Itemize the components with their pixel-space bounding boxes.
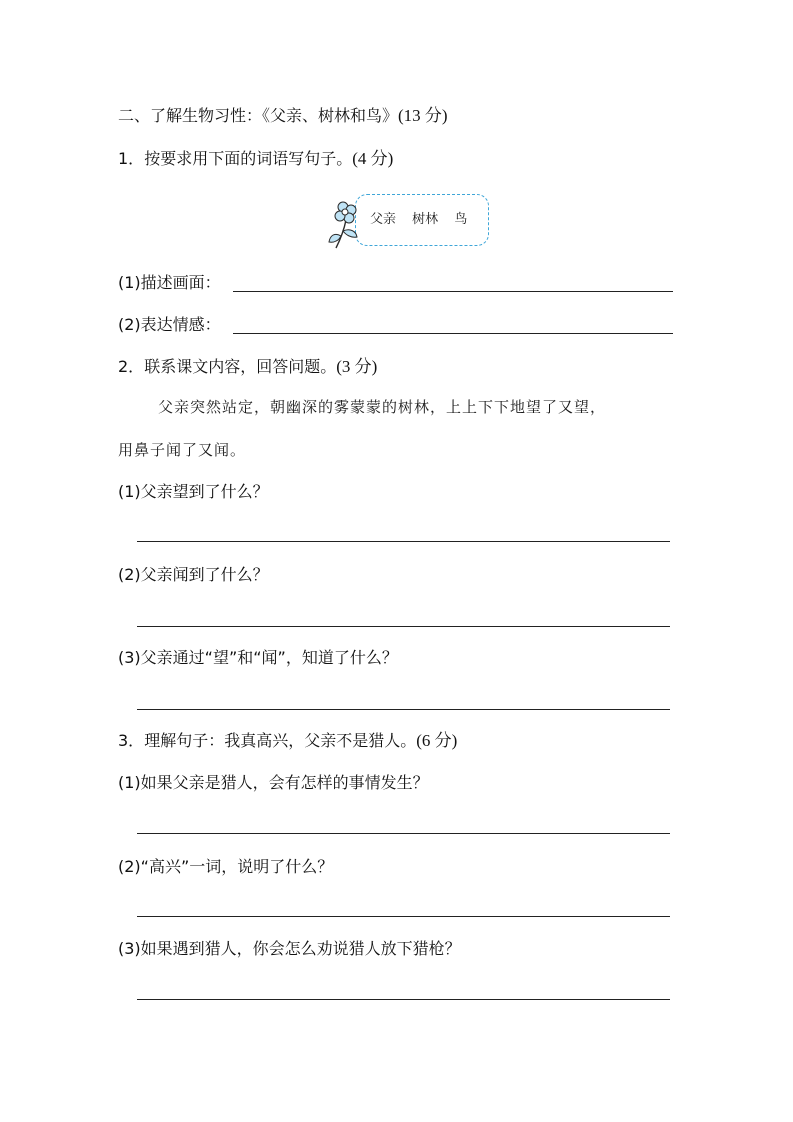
section-title: 二、了解生物习性：《父亲、树林和鸟》 (118, 106, 399, 125)
question-number: 2． (118, 357, 145, 376)
sub-question-label: (3)父亲通过“望”和“闻”，知道了什么？ (118, 648, 398, 667)
question-score: (4 分) (352, 149, 394, 168)
question-number: 3． (118, 731, 145, 750)
answer-line[interactable] (137, 709, 670, 710)
answer-line[interactable] (233, 333, 673, 334)
part-label: (2)表达情感： (118, 315, 221, 334)
sub-question-label: (1)父亲望到了什么？ (118, 482, 269, 501)
question-score: (6 分) (416, 731, 458, 750)
sub-question-label: (3)如果遇到猎人，你会怎么劝说猎人放下猎枪？ (118, 939, 461, 958)
q2-sub-3 (118, 647, 398, 669)
section-heading (118, 105, 448, 127)
word-list (370, 210, 479, 230)
word-item: 父亲 (370, 212, 397, 227)
q3-sub-1 (118, 772, 429, 794)
flower-icon (326, 198, 366, 250)
word-item: 树林 (412, 212, 439, 227)
sub-question-label: (1)如果父亲是猎人，会有怎样的事情发生？ (118, 773, 429, 792)
q1-part-2 (118, 314, 221, 336)
answer-line[interactable] (137, 833, 670, 834)
q3-sub-2 (118, 856, 333, 878)
answer-line[interactable] (137, 541, 670, 542)
word-item: 鸟 (454, 212, 468, 227)
section-score: (13 分) (398, 106, 448, 125)
q3-sub-3 (118, 938, 461, 960)
answer-line[interactable] (233, 291, 673, 292)
answer-line[interactable] (137, 999, 670, 1000)
sub-question-label: (2)父亲闻到了什么？ (118, 565, 269, 584)
question-prompt: 按要求用下面的词语写句子。 (144, 149, 353, 168)
question-3 (118, 730, 457, 752)
sub-question-label: (2)“高兴”一词，说明了什么？ (118, 857, 334, 876)
passage-line: 父亲突然站定，朝幽深的雾蒙蒙的树林，上上下下地望了又望， (158, 398, 607, 416)
part-label: (1)描述画面： (118, 273, 221, 292)
q1-part-1 (118, 272, 221, 294)
answer-line[interactable] (137, 626, 670, 627)
question-number: 1． (118, 149, 145, 168)
answer-line[interactable] (137, 916, 670, 917)
question-2 (118, 356, 377, 378)
q2-sub-1 (118, 481, 269, 503)
question-prompt: 联系课文内容，回答问题。 (144, 357, 337, 376)
q2-sub-2 (118, 564, 269, 586)
passage-line: 用鼻子闻了又闻。 (118, 441, 247, 459)
question-1 (118, 148, 393, 170)
question-prompt: 理解句子：我真高兴，父亲不是猎人。 (144, 731, 417, 750)
question-score: (3 分) (336, 357, 378, 376)
